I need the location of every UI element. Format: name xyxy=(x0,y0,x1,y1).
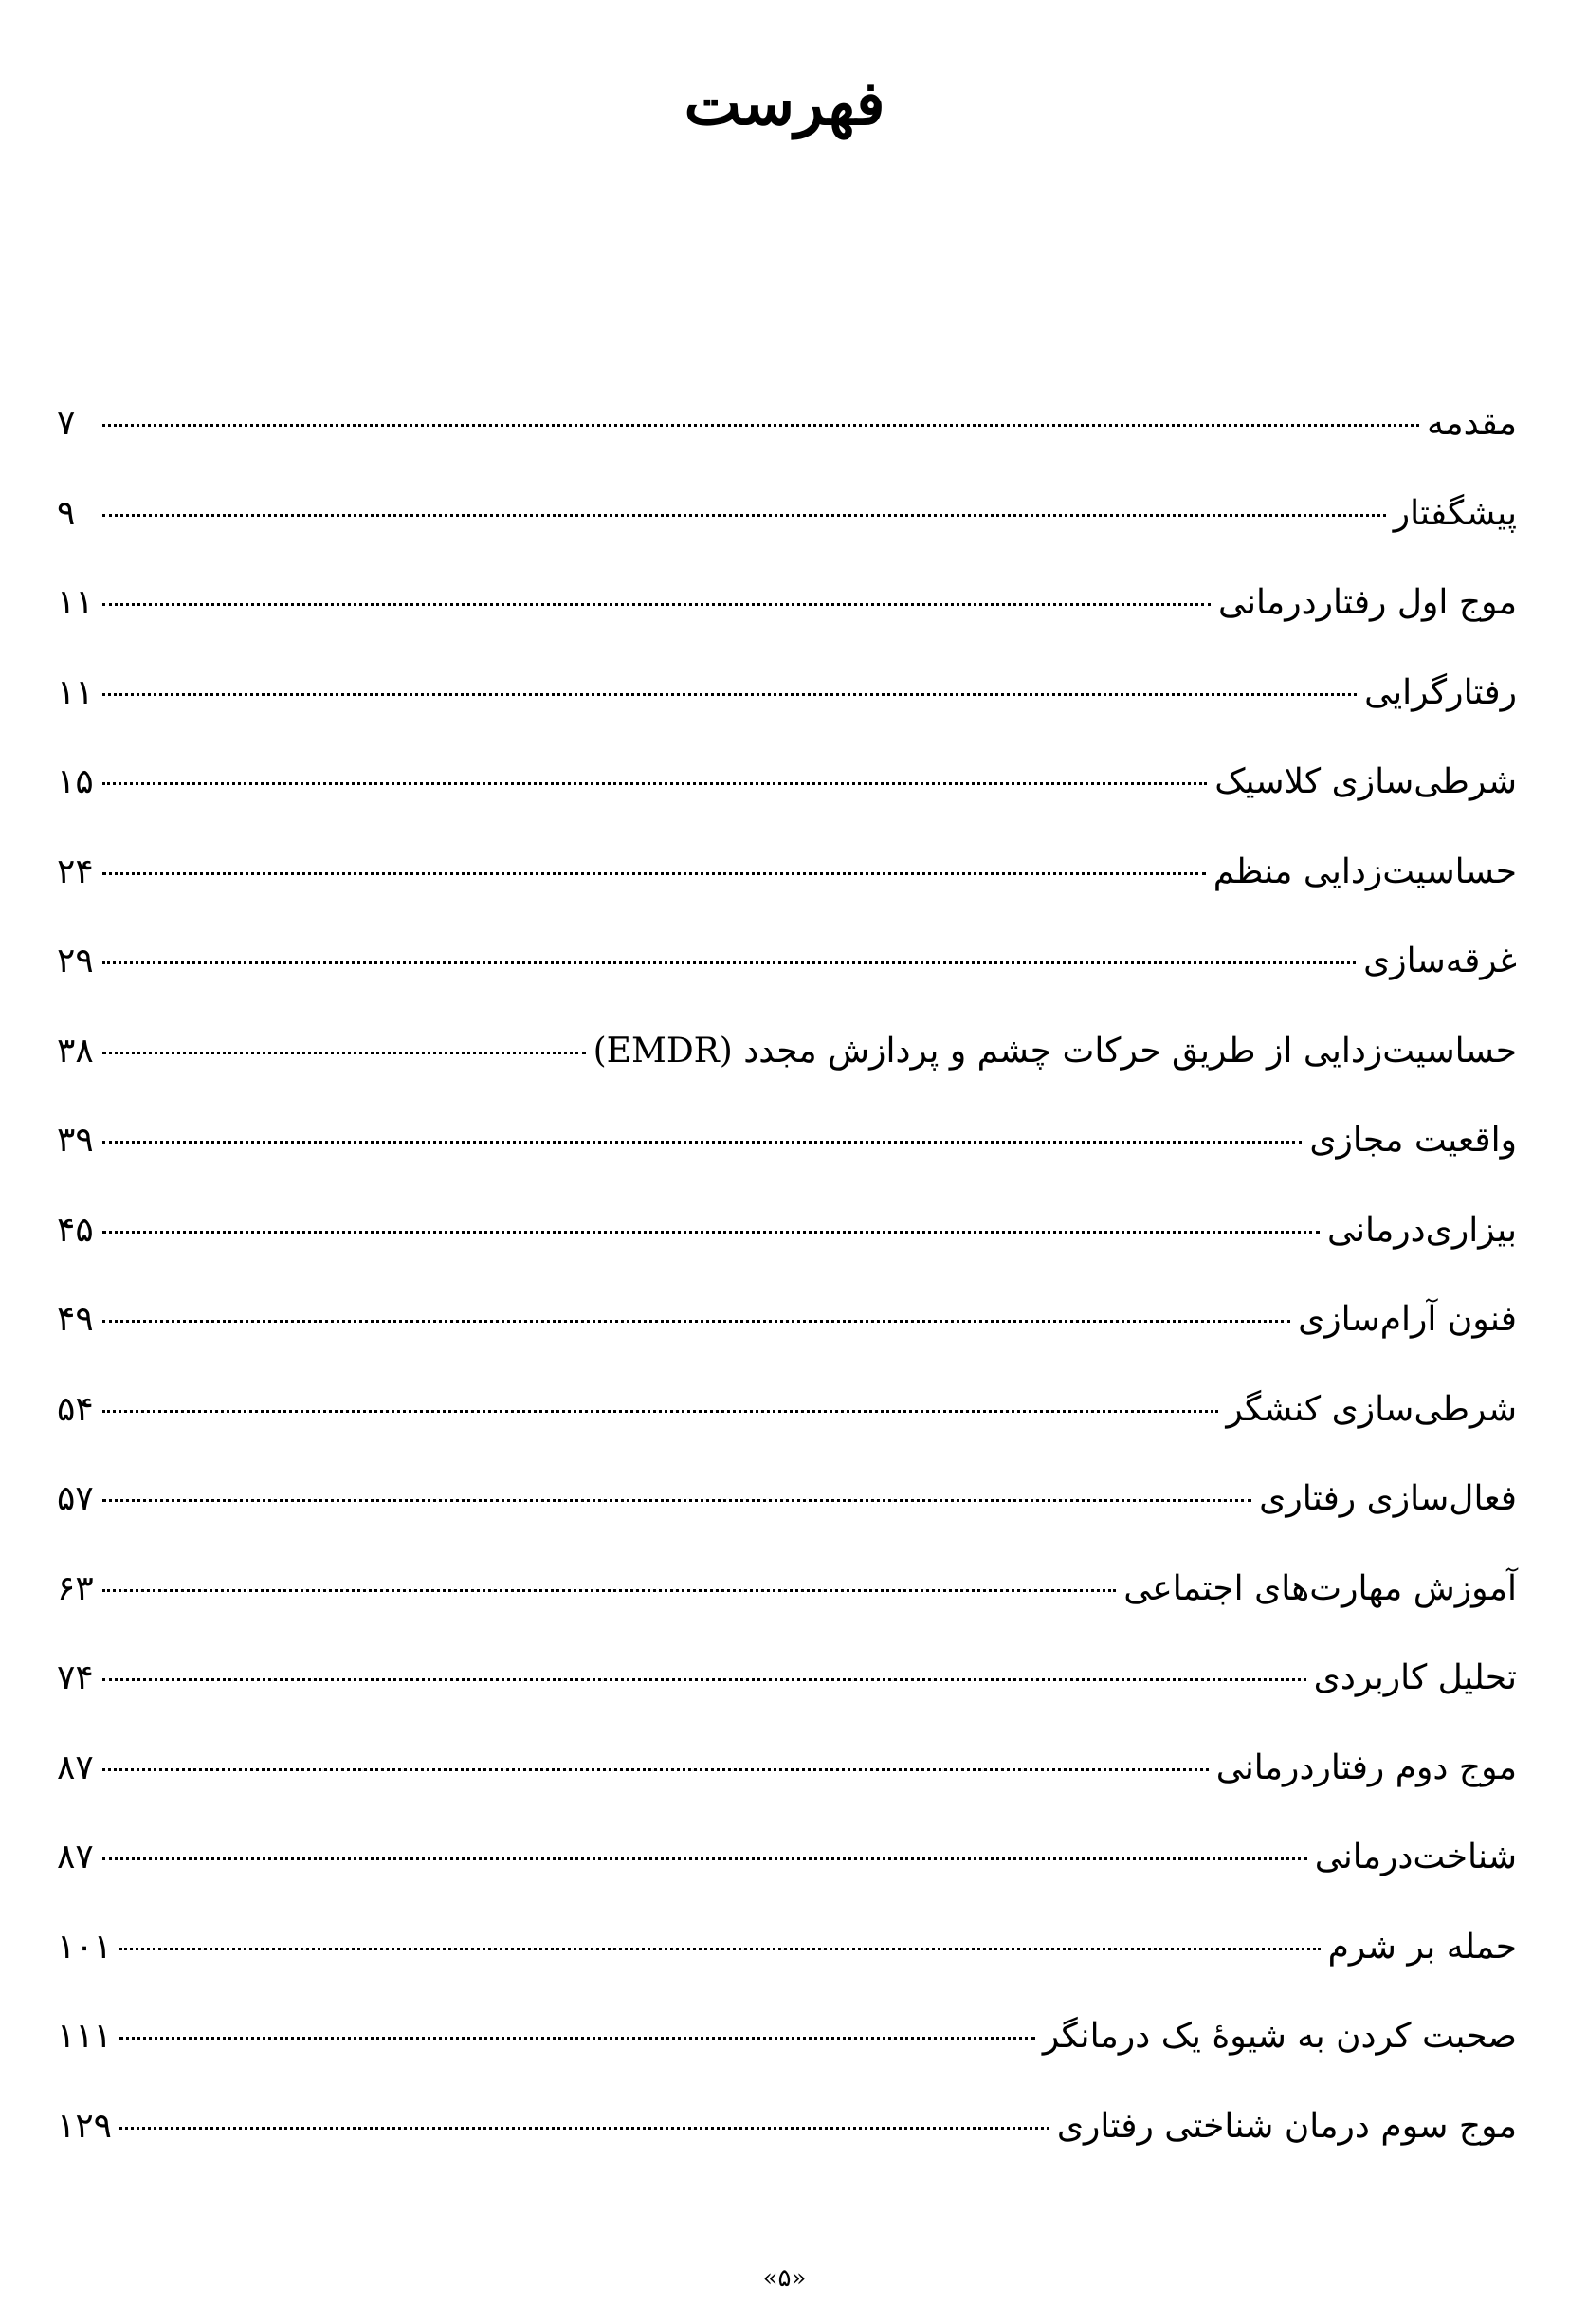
toc-entry xyxy=(57,828,1517,918)
page-number: «۵» xyxy=(762,2264,807,2293)
toc-entry-page: ۵۷ xyxy=(57,1479,94,1518)
toc-dot-leader xyxy=(102,1231,1320,1234)
toc-entry-page: ۴۵ xyxy=(57,1210,94,1250)
toc-dot-leader xyxy=(102,1052,586,1054)
toc-entry-title: رفتارگرایی xyxy=(1364,672,1517,712)
toc-entry xyxy=(57,558,1517,649)
toc-dot-leader xyxy=(102,603,1211,606)
toc-entry-title: حمله بر شرم xyxy=(1327,1927,1517,1967)
toc-entry-title: شرطی‌سازی کلاسیک xyxy=(1214,762,1517,801)
toc-entry-title: پیشگفتار xyxy=(1393,493,1517,533)
toc-entry xyxy=(57,1275,1517,1365)
toc-entry-title: فنون آرام‌سازی xyxy=(1298,1300,1517,1339)
toc-entry xyxy=(57,1186,1517,1276)
toc-dot-leader xyxy=(119,2127,1049,2130)
toc-entry-page: ۸۷ xyxy=(57,1748,94,1787)
toc-entry-page: ۱۱ xyxy=(57,672,94,712)
toc-entry xyxy=(57,1007,1517,1097)
toc-entry xyxy=(57,1455,1517,1545)
toc-entry-page: ۱۱۱ xyxy=(57,2017,113,2056)
toc-entry-title: آموزش مهارت‌های اجتماعی xyxy=(1123,1568,1517,1608)
toc-entry-title: مقدمه xyxy=(1427,404,1517,443)
toc-entry xyxy=(57,1634,1517,1724)
toc-entry-title: موج اول رفتاردرمانی xyxy=(1217,583,1517,622)
toc-dot-leader xyxy=(102,961,1356,964)
toc-entry-page: ۷۴ xyxy=(57,1658,94,1697)
toc-entry-page: ۲۹ xyxy=(57,942,94,980)
toc-entry-title: حساسیت‌زدایی از طریق حرکات چشم و پردازش مجدد (EMDR) xyxy=(593,1031,1517,1071)
toc-entry xyxy=(57,379,1517,469)
toc-dot-leader xyxy=(102,693,1357,696)
toc-entry-page: ۱۰۱ xyxy=(57,1927,113,1967)
toc-dot-leader xyxy=(102,1768,1209,1771)
toc-entry-page: ۳۸ xyxy=(57,1031,94,1071)
toc-entry-page: ۵۴ xyxy=(57,1389,94,1429)
toc-entry xyxy=(57,1813,1517,1903)
toc-dot-leader xyxy=(102,1141,1302,1144)
toc-entry-page: ۱۲۹ xyxy=(57,2106,113,2146)
toc-entry-page: ۲۴ xyxy=(57,851,94,891)
toc-entry-title: موج سوم درمان شناختی رفتاری xyxy=(1056,2106,1517,2146)
toc-entry-title: حساسیت‌زدایی منظم xyxy=(1213,851,1517,891)
toc-entry-page: ۷ xyxy=(57,404,76,443)
toc-entry-title: تحلیل کاربردی xyxy=(1313,1658,1517,1697)
toc-entry xyxy=(57,1096,1517,1186)
toc-dot-leader xyxy=(102,782,1207,785)
toc-entry xyxy=(57,469,1517,559)
toc-entry-page: ۳۹ xyxy=(57,1121,94,1160)
toc-entry-page: ۸۷ xyxy=(57,1838,94,1876)
toc-entry-page: ۴۹ xyxy=(57,1300,94,1339)
toc-dot-leader xyxy=(102,1499,1251,1502)
page-title: فهرست xyxy=(684,68,885,139)
toc-entry-title: شرطی‌سازی کنشگر xyxy=(1226,1389,1517,1429)
toc-entry-title: فعال‌سازی رفتاری xyxy=(1259,1479,1517,1518)
toc-entry xyxy=(57,649,1517,739)
toc-entry xyxy=(57,1365,1517,1455)
toc-entry-title: غرقه‌سازی xyxy=(1363,942,1517,980)
toc-dot-leader xyxy=(102,1320,1290,1323)
toc-entry-page: ۹ xyxy=(57,493,76,533)
toc-entry xyxy=(57,738,1517,828)
table-of-contents xyxy=(57,379,1517,2171)
toc-entry-page: ۶۳ xyxy=(57,1568,94,1608)
toc-entry xyxy=(57,2082,1517,2172)
toc-dot-leader xyxy=(119,1948,1321,1950)
toc-dot-leader xyxy=(102,1857,1307,1860)
toc-entry xyxy=(57,1724,1517,1814)
toc-entry-title: صحبت کردن به شیوهٔ یک درمانگر xyxy=(1042,2017,1517,2056)
toc-entry-title: شناخت‌درمانی xyxy=(1314,1838,1517,1876)
toc-entry-title: موج دوم رفتاردرمانی xyxy=(1215,1748,1517,1787)
toc-entry xyxy=(57,917,1517,1007)
toc-dot-leader xyxy=(102,872,1206,875)
toc-dot-leader xyxy=(102,514,1386,517)
toc-entry xyxy=(57,1545,1517,1635)
toc-entry xyxy=(57,1992,1517,2082)
toc-entry-page: ۱۵ xyxy=(57,762,94,801)
toc-dot-leader xyxy=(102,1410,1218,1413)
toc-entry xyxy=(57,1903,1517,1993)
toc-dot-leader xyxy=(102,1678,1306,1681)
toc-dot-leader xyxy=(102,1589,1116,1592)
toc-entry-page: ۱۱ xyxy=(57,583,94,622)
toc-dot-leader xyxy=(102,424,1419,427)
toc-entry-title: واقعیت مجازی xyxy=(1309,1121,1517,1160)
toc-dot-leader xyxy=(119,2037,1035,2040)
toc-entry-title: بیزاری‌درمانی xyxy=(1326,1210,1517,1250)
